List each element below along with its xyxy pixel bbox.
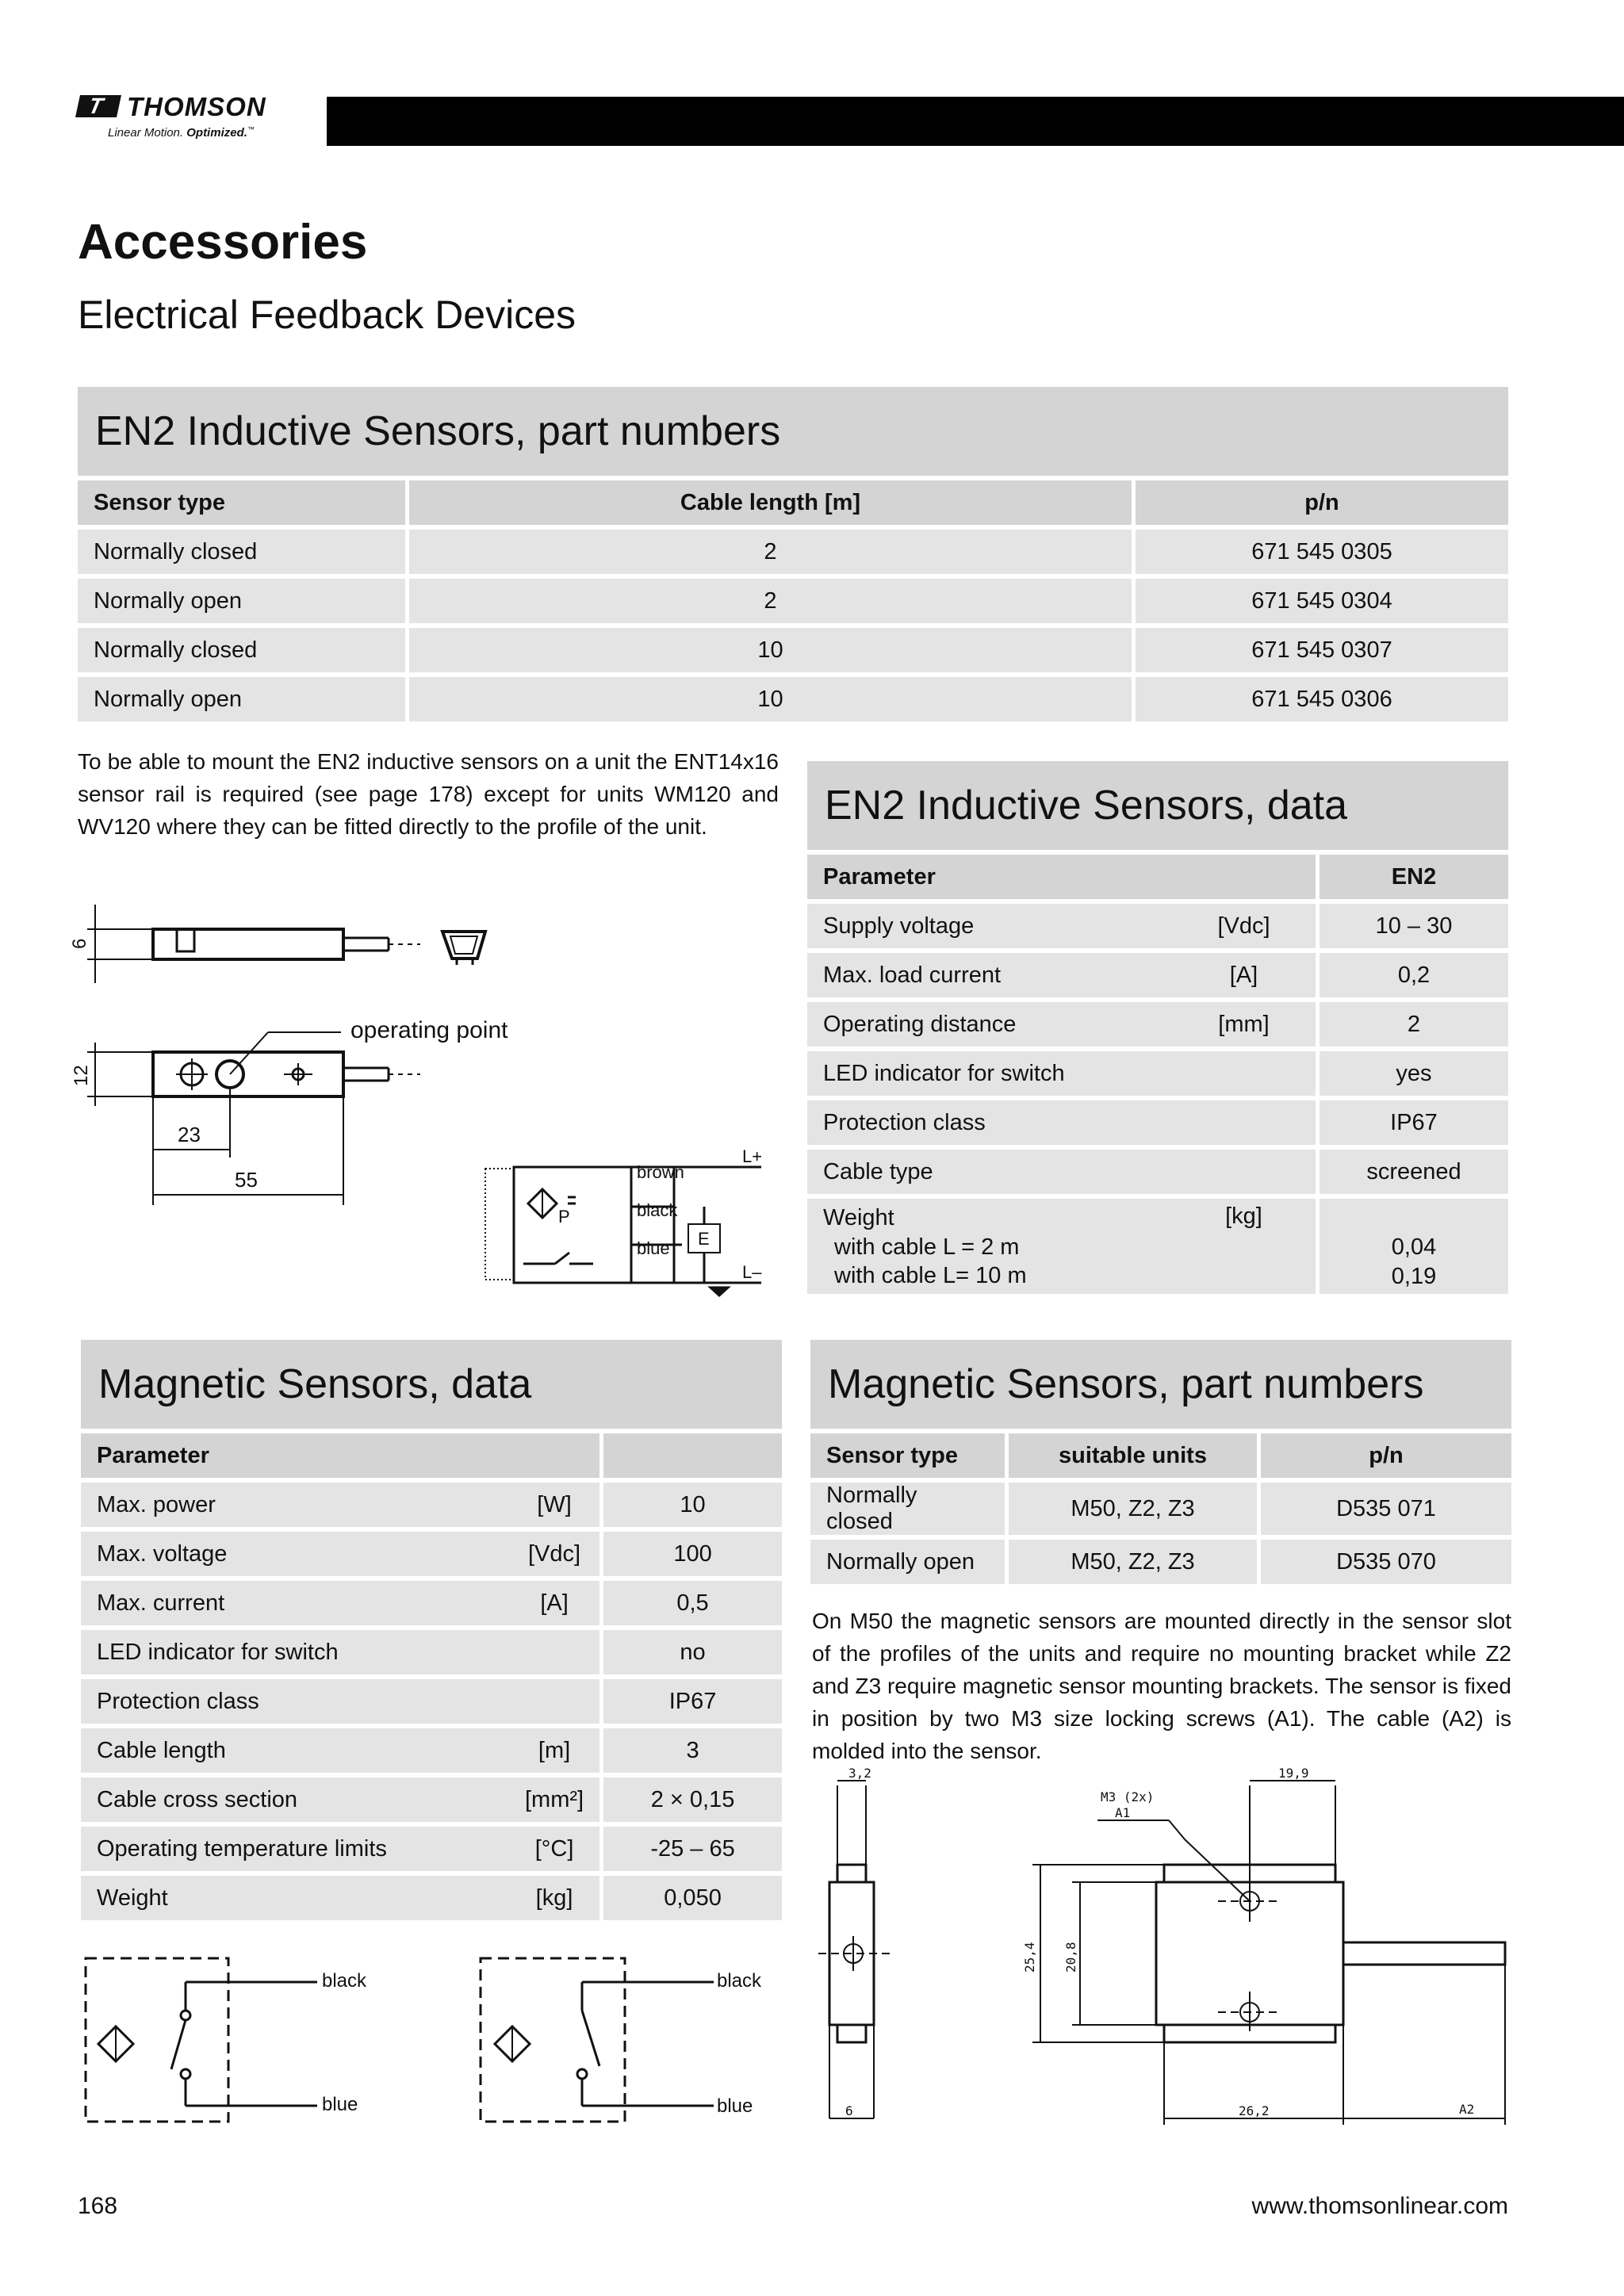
table-row bbox=[81, 1827, 782, 1871]
table-cell: 3 bbox=[603, 1728, 782, 1773]
table-cell: M50, Z2, Z3 bbox=[1009, 1540, 1261, 1584]
column-header: Parameter bbox=[81, 1433, 603, 1478]
table-cell: 10 bbox=[603, 1483, 782, 1527]
dim-20-8: 20,8 bbox=[1063, 1942, 1078, 1973]
wire-blue-label: blue bbox=[637, 1238, 670, 1258]
weight-label: Weight bbox=[823, 1205, 894, 1230]
table-header-row bbox=[807, 855, 1508, 899]
a1-label: A1 bbox=[1115, 1805, 1131, 1820]
table-row bbox=[807, 1150, 1508, 1194]
table-cell: M50, Z2, Z3 bbox=[1009, 1483, 1261, 1535]
table-row bbox=[81, 1777, 782, 1822]
weight-sub2: with cable L= 10 m bbox=[834, 1263, 1027, 1288]
table-cell bbox=[509, 1630, 603, 1674]
table-row-weight bbox=[807, 1199, 1508, 1294]
table-row bbox=[807, 904, 1508, 948]
table-cell: Cable length bbox=[81, 1728, 509, 1773]
table-cell bbox=[1172, 1051, 1320, 1096]
column-header: p/n bbox=[1136, 480, 1508, 525]
magnetic-wiring-diagrams bbox=[79, 1950, 777, 2125]
table-cell: 2 bbox=[409, 530, 1136, 574]
table-cell: Max. voltage bbox=[81, 1532, 509, 1576]
table-cell: [A] bbox=[509, 1581, 603, 1625]
table-cell: LED indicator for switch bbox=[81, 1630, 509, 1674]
table-row bbox=[807, 1100, 1508, 1145]
mag-nc-blue-label: blue bbox=[322, 2094, 358, 2115]
thomson-logo bbox=[78, 92, 324, 147]
table-cell: [Vdc] bbox=[509, 1532, 603, 1576]
table-cell: Max. load current bbox=[807, 953, 1172, 997]
en2-part-numbers-table bbox=[78, 476, 1508, 726]
mag-no-blue-label: blue bbox=[717, 2095, 753, 2117]
column-header: suitable units bbox=[1009, 1433, 1261, 1478]
table-header-row bbox=[81, 1433, 782, 1478]
wire-black-label: black bbox=[637, 1200, 678, 1220]
weight-sub1: with cable L = 2 m bbox=[834, 1234, 1020, 1260]
table-row bbox=[81, 1728, 782, 1773]
en2-part-numbers-heading: EN2 Inductive Sensors, part numbers bbox=[78, 387, 1508, 476]
magnetic-part-numbers-heading: Magnetic Sensors, part numbers bbox=[810, 1340, 1511, 1429]
wire-brown-label: brown bbox=[637, 1162, 684, 1182]
table-cell: Normally closed bbox=[78, 530, 409, 574]
logo-wordmark: THOMSON bbox=[127, 92, 266, 121]
table-cell: D535 070 bbox=[1261, 1540, 1511, 1584]
en2-data-panel bbox=[807, 761, 1508, 1299]
magnetic-data-table bbox=[81, 1429, 782, 1925]
dim-19-9: 19,9 bbox=[1278, 1766, 1309, 1781]
table-row bbox=[81, 1532, 782, 1576]
table-cell: IP67 bbox=[1320, 1100, 1508, 1145]
weight-val2: 0,19 bbox=[1391, 1264, 1437, 1289]
magnetic-data-heading: Magnetic Sensors, data bbox=[81, 1340, 782, 1429]
table-row bbox=[78, 530, 1508, 574]
magnetic-dimension-drawing bbox=[810, 1766, 1524, 2134]
table-cell: [W] bbox=[509, 1483, 603, 1527]
dim-55: 55 bbox=[235, 1168, 258, 1192]
table-cell: Cable type bbox=[807, 1150, 1172, 1194]
table-row bbox=[807, 1002, 1508, 1047]
table-cell: Max. power bbox=[81, 1483, 509, 1527]
table-row bbox=[807, 1051, 1508, 1096]
en2-mounting-note: To be able to mount the EN2 inductive sensors on a unit the ENT14x16 sensor rail is required (see page 178) except for units WM120 and WV120 where they can be fitted directly to the profile of the unit. bbox=[78, 749, 779, 839]
mag-no-black-label: black bbox=[717, 1970, 762, 1992]
column-header: p/n bbox=[1261, 1433, 1511, 1478]
mag-nc-black-label: black bbox=[322, 1970, 367, 1992]
table-cell: D535 071 bbox=[1261, 1483, 1511, 1535]
table-row bbox=[78, 677, 1508, 721]
table-cell: IP67 bbox=[603, 1679, 782, 1724]
table-row bbox=[81, 1483, 782, 1527]
en2-data-table bbox=[807, 850, 1508, 1299]
table-cell: 2 bbox=[409, 579, 1136, 623]
table-cell: Normally open bbox=[78, 677, 409, 721]
en2-data-heading: EN2 Inductive Sensors, data bbox=[807, 761, 1508, 850]
operating-point-label: operating point bbox=[350, 1017, 508, 1043]
page-subtitle: Electrical Feedback Devices bbox=[78, 293, 576, 337]
table-cell: [A] bbox=[1172, 953, 1320, 997]
header-bar bbox=[327, 97, 1624, 146]
table-cell: Cable cross section bbox=[81, 1777, 509, 1822]
table-cell: [mm²] bbox=[509, 1777, 603, 1822]
table-row bbox=[78, 579, 1508, 623]
magnetic-part-numbers-table bbox=[810, 1429, 1511, 1589]
en2-wiring-diagram bbox=[476, 1146, 777, 1292]
table-cell: [mm] bbox=[1172, 1002, 1320, 1047]
footer-website-link[interactable]: www.thomsonlinear.com bbox=[1251, 2193, 1508, 2219]
magnetic-mounting-note: On M50 the magnetic sensors are mounted directly in the sensor slot of the profiles of the units and require no mounting bracket while Z2 and Z3 require magnetic sensor mounting brackets. The sensor is fixed in position by two M3 size locking screws (A1). The cable (A2) is molded into the sensor. bbox=[812, 1609, 1511, 1763]
table-cell: Supply voltage bbox=[807, 904, 1172, 948]
column-header bbox=[603, 1433, 782, 1478]
table-row bbox=[81, 1876, 782, 1920]
column-header: Sensor type bbox=[810, 1433, 1009, 1478]
dim-top-height: 12 bbox=[71, 1065, 92, 1086]
column-header: Cable length [m] bbox=[409, 480, 1136, 525]
m3-label: M3 (2x) bbox=[1101, 1789, 1155, 1804]
table-row bbox=[81, 1679, 782, 1724]
table-row bbox=[81, 1630, 782, 1674]
table-row bbox=[810, 1483, 1511, 1535]
table-cell: Operating distance bbox=[807, 1002, 1172, 1047]
weight-unit: [kg] bbox=[1172, 1199, 1320, 1294]
dim-3-2: 3,2 bbox=[848, 1766, 871, 1781]
table-cell: screened bbox=[1320, 1150, 1508, 1194]
column-header: Parameter bbox=[807, 855, 1320, 899]
weight-val1: 0,04 bbox=[1391, 1234, 1437, 1260]
table-cell: 0,5 bbox=[603, 1581, 782, 1625]
table-cell: 2 × 0,15 bbox=[603, 1777, 782, 1822]
table-cell: Normally closed bbox=[78, 628, 409, 672]
l-minus-label: L– bbox=[742, 1262, 762, 1282]
l-plus-label: L+ bbox=[742, 1146, 763, 1166]
table-cell: Max. current bbox=[81, 1581, 509, 1625]
table-row bbox=[807, 953, 1508, 997]
magnetic-data-panel bbox=[81, 1340, 782, 1925]
dim-6: 6 bbox=[845, 2103, 853, 2118]
dim-side-height: 6 bbox=[69, 938, 90, 949]
table-cell: 2 bbox=[1320, 1002, 1508, 1047]
dim-26-2: 26,2 bbox=[1239, 2103, 1270, 2118]
table-cell: 10 bbox=[409, 628, 1136, 672]
table-cell: Protection class bbox=[807, 1100, 1172, 1145]
table-cell: 671 545 0305 bbox=[1136, 530, 1508, 574]
table-row bbox=[81, 1581, 782, 1625]
table-cell: 10 bbox=[409, 677, 1136, 721]
table-header-row bbox=[810, 1433, 1511, 1478]
page-title: Accessories bbox=[78, 215, 368, 270]
a2-label: A2 bbox=[1459, 2102, 1475, 2117]
magnetic-part-numbers-panel bbox=[810, 1340, 1511, 1589]
table-cell: Operating temperature limits bbox=[81, 1827, 509, 1871]
table-cell: [m] bbox=[509, 1728, 603, 1773]
logo-mark: T bbox=[75, 95, 121, 117]
table-cell: 0,050 bbox=[603, 1876, 782, 1920]
table-cell: 671 545 0306 bbox=[1136, 677, 1508, 721]
table-cell bbox=[509, 1679, 603, 1724]
table-cell: no bbox=[603, 1630, 782, 1674]
table-cell: 671 545 0304 bbox=[1136, 579, 1508, 623]
table-cell: Normally open bbox=[78, 579, 409, 623]
table-cell: [kg] bbox=[509, 1876, 603, 1920]
en2-part-numbers-panel bbox=[78, 387, 1508, 726]
table-cell: Normally closed bbox=[810, 1483, 1009, 1535]
table-cell: Protection class bbox=[81, 1679, 509, 1724]
logo-tagline: Linear Motion. Optimized.™ bbox=[108, 125, 255, 140]
table-row bbox=[810, 1540, 1511, 1584]
p-label: P bbox=[558, 1207, 570, 1226]
table-header-row bbox=[78, 480, 1508, 525]
table-row bbox=[78, 628, 1508, 672]
table-cell: 0,2 bbox=[1320, 953, 1508, 997]
table-cell bbox=[1172, 1150, 1320, 1194]
table-cell: 10 – 30 bbox=[1320, 904, 1508, 948]
table-cell: [°C] bbox=[509, 1827, 603, 1871]
dim-25-4: 25,4 bbox=[1022, 1942, 1037, 1973]
table-cell: -25 – 65 bbox=[603, 1827, 782, 1871]
en2-dimension-drawing bbox=[71, 892, 523, 1217]
table-cell: [Vdc] bbox=[1172, 904, 1320, 948]
column-header: Sensor type bbox=[78, 480, 409, 525]
table-cell: Weight bbox=[81, 1876, 509, 1920]
table-cell: 100 bbox=[603, 1532, 782, 1576]
dim-23: 23 bbox=[178, 1123, 201, 1146]
load-label: E bbox=[698, 1229, 710, 1249]
table-cell bbox=[1172, 1100, 1320, 1145]
page-number: 168 bbox=[78, 2193, 118, 2219]
table-cell: yes bbox=[1320, 1051, 1508, 1096]
table-cell: Normally open bbox=[810, 1540, 1009, 1584]
column-header: EN2 bbox=[1320, 855, 1508, 899]
table-cell: 671 545 0307 bbox=[1136, 628, 1508, 672]
table-cell: LED indicator for switch bbox=[807, 1051, 1172, 1096]
